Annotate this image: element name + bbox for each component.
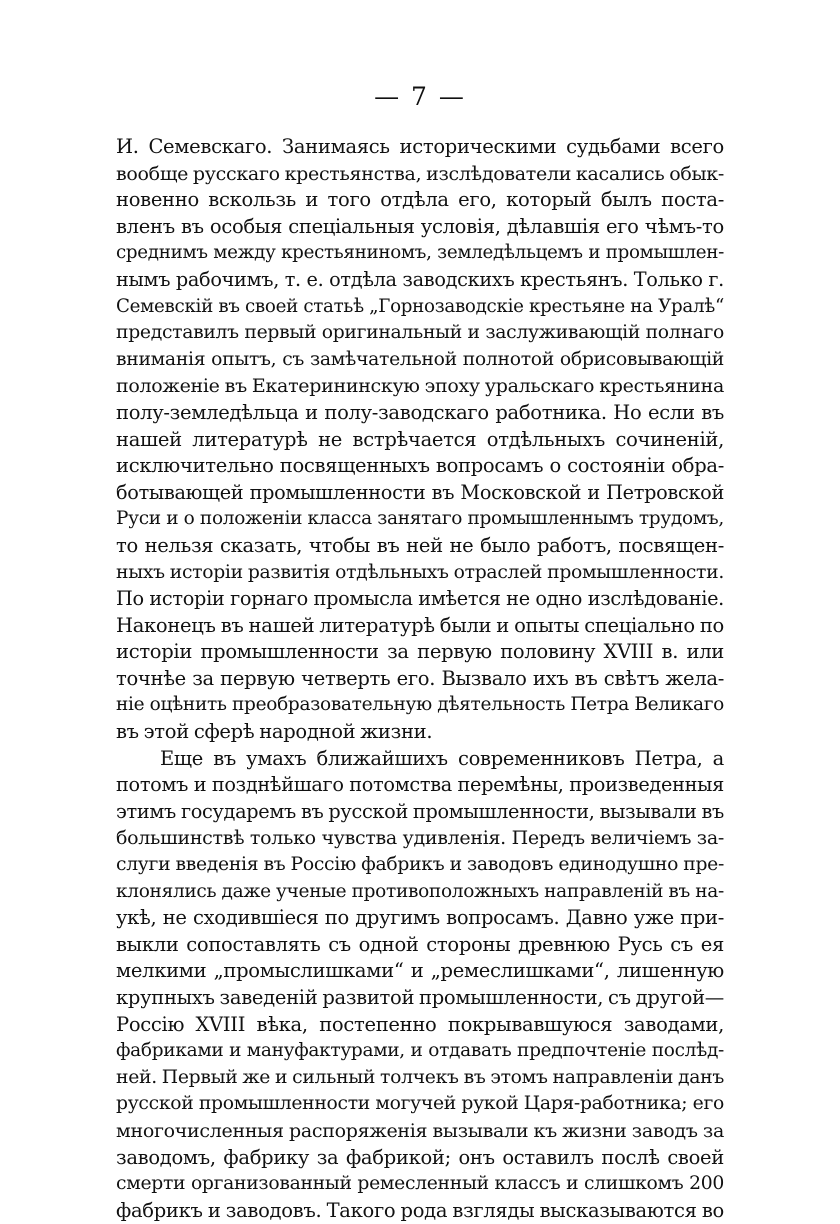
text-line: среднимъ между крестьяниномъ, земледѣльцемъ и промышлен- xyxy=(116,242,724,264)
text-line: крупныхъ заведеній развитой промышленности, съ другой— xyxy=(116,986,724,1009)
text-line: Россію XVIII вѣка, постепенно покрывавшуюся заводами, xyxy=(116,1012,724,1036)
page-number: — 7 — xyxy=(374,82,466,111)
body-text xyxy=(116,134,724,1224)
text-line: русской промышленности могучей рукой Царя-работника; его xyxy=(116,1093,724,1115)
text-line: заводомъ, фабрику за фабрикой; онъ оставилъ послѣ своей xyxy=(116,1145,724,1169)
text-line: ней. Первый же и сильный толчекъ въ этомъ направленіи данъ xyxy=(116,1066,724,1088)
text-line: представилъ первый оригинальный и заслуживающій полнаго xyxy=(116,322,724,344)
text-line: исторіи промышленности за первую половину XVIII в. или xyxy=(116,640,724,664)
text-line: слуги введенія въ Россію фабрикъ и заводовъ единодушно пре- xyxy=(116,854,724,876)
text-line: многочисленныя распоряженія вызывали къ жизни заводъ за xyxy=(116,1119,724,1142)
text-line: фабриками и мануфактурами, и отдавать предпочтеніе послѣд- xyxy=(116,1040,724,1062)
text-line: ныхъ исторіи развитія отдѣльныхъ отраслей промышленности. xyxy=(116,561,724,583)
text-line: исключительно посвященныхъ вопросамъ о состояніи обра- xyxy=(116,454,724,478)
text-line: Наконецъ въ нашей литературѣ были и опыты спеціально по xyxy=(116,613,724,637)
text-line: фабрикъ и заводовъ. Такого рода взгляды высказываются во xyxy=(116,1198,724,1222)
text-line: Еще въ умахъ ближайшихъ современниковъ Петра, а xyxy=(160,746,724,770)
text-line: въ этой сферѣ народной жизни. xyxy=(116,720,433,744)
text-line: нымъ рабочимъ, т. е. отдѣла заводскихъ крестьянъ. Только г. xyxy=(116,267,724,291)
text-line: вленъ въ особыя спеціальныя условія, дѣлавшія его чѣмъ-то xyxy=(116,214,724,238)
text-line: потомъ и позднѣйшаго потомства перемѣны, произведенныя xyxy=(116,773,724,797)
text-line: точнѣе за первую четверть его. Вызвало ихъ въ свѣтъ жела- xyxy=(116,666,724,690)
paragraph xyxy=(116,134,724,746)
text-line: новенно вскользь и того отдѣла его, который былъ поста- xyxy=(116,188,724,212)
text-line: то нельзя сказать, чтобы въ ней не было работъ, посвящен- xyxy=(116,533,724,557)
text-line: большинствѣ только чувства удивленія. Передъ величіемъ за- xyxy=(116,827,724,850)
text-line: этимъ государемъ въ русской промышленности, вызывали въ xyxy=(116,799,724,823)
text-line: нашей литературѣ не встрѣчается отдѣльныхъ сочиненій, xyxy=(116,427,724,451)
text-line: полу-земледѣльца и полу-заводскаго работника. Но если въ xyxy=(116,400,724,424)
text-line: Семевскій въ своей статьѣ „Горнозаводскіе крестьяне на Уралѣ“ xyxy=(116,295,724,317)
text-line: По исторіи горнаго промысла имѣется не одно изслѣдованіе. xyxy=(116,587,724,611)
text-line: положеніе въ Екатерининскую эпоху уральскаго крестьянина xyxy=(116,375,724,398)
text-line: выкли сопоставлять съ одной стороны древнюю Русь съ ея xyxy=(116,932,724,956)
text-line: клонялись даже ученые противоположныхъ направленій въ на- xyxy=(116,880,724,902)
text-line: И. Семевскаго. Занимаясь историческими судьбами всего xyxy=(116,135,724,158)
text-line: ніе оцѣнить преобразовательную дѣятельность Петра Великаго xyxy=(116,694,724,716)
text-line: вообще русскаго крестьянства, изслѣдователи касались обык- xyxy=(116,162,724,185)
text-line: укѣ, не сходившіеся по другимъ вопросамъ. Давно уже при- xyxy=(116,906,724,930)
text-line: смерти организованный ремесленный классъ и слишкомъ 200 xyxy=(116,1173,724,1195)
text-line: мелкими „промыслишками“ и „ремеслишками“, лишенную xyxy=(116,959,724,983)
text-line: ботывающей промышленности въ Московской и Петровской xyxy=(116,480,724,504)
text-line: Руси и о положеніи класса занятаго промышленнымъ трудомъ, xyxy=(116,508,724,530)
paragraph xyxy=(116,746,724,1224)
text-line: вниманія опытъ, съ замѣчательной полнотой обрисовывающій xyxy=(116,348,724,370)
